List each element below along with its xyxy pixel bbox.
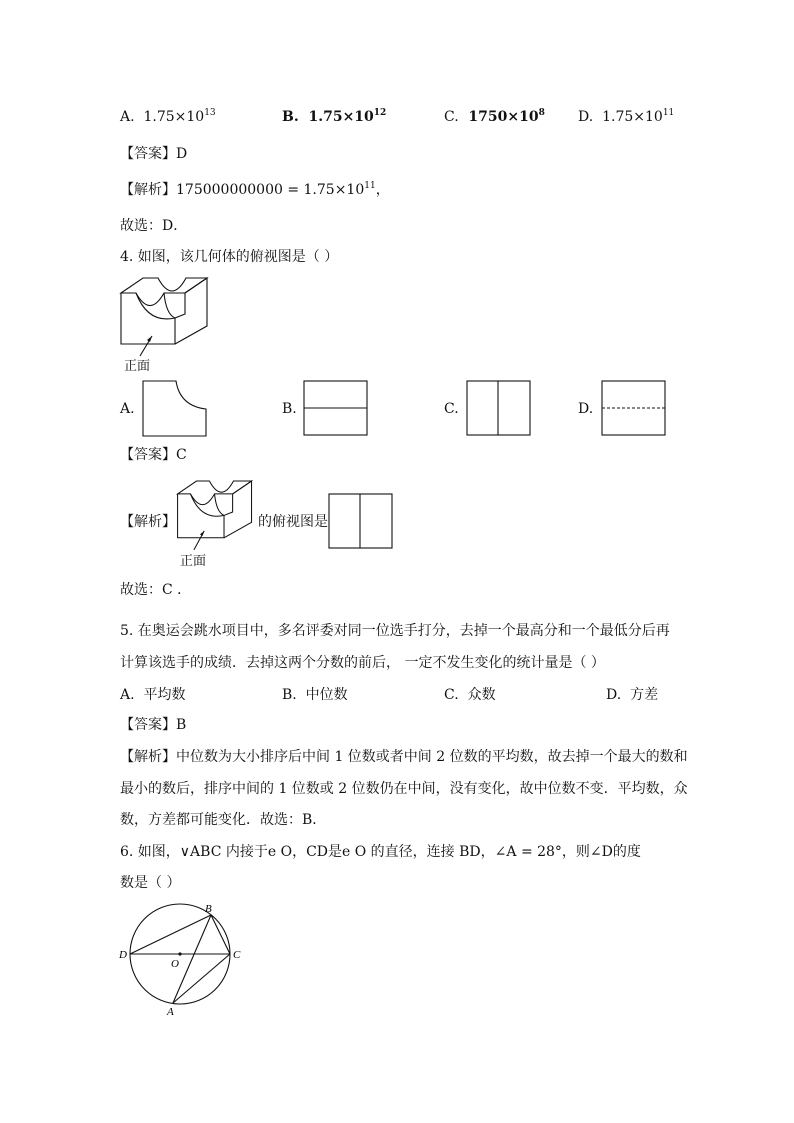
q4-analysis-label: 【解析】: [120, 514, 176, 530]
q3-option-c: [444, 108, 545, 126]
q4-answer: 【答案】C: [120, 447, 187, 463]
q4-option-a-figure: [142, 380, 208, 438]
label-c: C: [233, 949, 241, 961]
q3-option-d: [578, 108, 674, 126]
q5-analysis-line2: 最小的数后，排序中间的 1 位数或 2 位数仍在中间，没有变化，故中位数不变．平均数，众: [120, 781, 688, 797]
option-base: 1.75×10: [143, 109, 205, 125]
q4-stem: 4. 如图，该几何体的俯视图是（ ）: [120, 249, 339, 265]
q3-option-a: [120, 108, 216, 126]
option-text: 众数: [467, 687, 496, 703]
q4-front-label: 正面: [124, 359, 151, 374]
q5-stem-line1: 5. 在奥运会跳水项目中，多名评委对同一位选手打分，去掉一个最高分和一个最低分后再: [120, 623, 670, 639]
option-base: 1.75×10: [308, 109, 374, 125]
option-exponent: 11: [662, 108, 675, 118]
q6-stem-line1: 6. 如图，∨ABC 内接于e O，CD是e O 的直径，连接 BD，∠A = 28°，则∠D的度: [120, 844, 641, 860]
q3-conclusion: 故选：D．: [120, 218, 188, 234]
q3-option-b: [282, 108, 386, 126]
q6-circle-diagram: [116, 898, 246, 1018]
option-text: 方差: [630, 687, 659, 703]
q4-analysis-front-label: 正面: [180, 554, 207, 569]
q4-analysis-solid-figure: [175, 478, 261, 558]
q4-analysis-text: 的俯视图是: [258, 514, 328, 530]
label-o: O: [171, 958, 179, 970]
analysis-tail: ，: [375, 182, 390, 198]
option-letter: A.: [120, 109, 135, 125]
q4-analysis-top-view-figure: [328, 493, 394, 551]
q5-option-b: [282, 686, 348, 704]
q3-answer: 【答案】D: [120, 146, 188, 162]
option-letter: C.: [444, 687, 459, 703]
analysis-text: 175000000000 = 1.75×10: [176, 182, 365, 198]
analysis-exponent: 11: [364, 181, 376, 191]
option-letter: D.: [606, 687, 622, 703]
q4-solid-figure: [118, 276, 218, 366]
q4-option-d-letter: D.: [578, 401, 594, 417]
q6-stem-line2: 数是（ ）: [120, 875, 181, 891]
option-base: 1.75×10: [602, 109, 663, 125]
label-b: B: [205, 903, 212, 915]
label-d: D: [119, 949, 127, 961]
q4-option-b-figure: [303, 380, 369, 438]
q5-option-d: [606, 686, 658, 704]
option-letter: D.: [578, 109, 594, 125]
q4-conclusion: 故选：C ．: [120, 582, 192, 598]
option-letter: A.: [120, 687, 135, 703]
analysis-label: 【解析】: [120, 182, 176, 198]
option-letter: B.: [282, 687, 297, 703]
q5-option-c: [444, 686, 496, 704]
q4-option-a-letter: A.: [120, 401, 135, 417]
option-exponent: 12: [373, 108, 387, 118]
q5-analysis-line1: 【解析】中位数为大小排序后中间 1 位数或者中间 2 位数的平均数，故去掉一个最大的数和: [120, 749, 688, 765]
q4-option-b-letter: B.: [282, 401, 297, 417]
q4-option-c-figure: [466, 380, 532, 438]
q4-option-c-letter: C.: [444, 401, 459, 417]
q4-option-d-figure: [601, 380, 667, 438]
option-base: 1750×10: [468, 109, 539, 125]
option-text: 平均数: [143, 687, 186, 703]
q5-stem-line2: 计算该选手的成绩．去掉这两个分数的前后， 一定不发生变化的统计量是（ ）: [120, 655, 605, 671]
option-exponent: 13: [204, 108, 216, 118]
q5-option-a: [120, 686, 185, 704]
option-letter: C.: [444, 109, 459, 125]
q3-analysis: [120, 181, 390, 199]
option-letter: B.: [282, 109, 299, 125]
option-exponent: 8: [538, 108, 545, 118]
label-a: A: [167, 1006, 174, 1018]
option-text: 中位数: [305, 687, 348, 703]
q5-analysis-line3: 数，方差都可能变化．故选：B．: [120, 812, 327, 828]
q5-answer: 【答案】B: [120, 717, 187, 733]
